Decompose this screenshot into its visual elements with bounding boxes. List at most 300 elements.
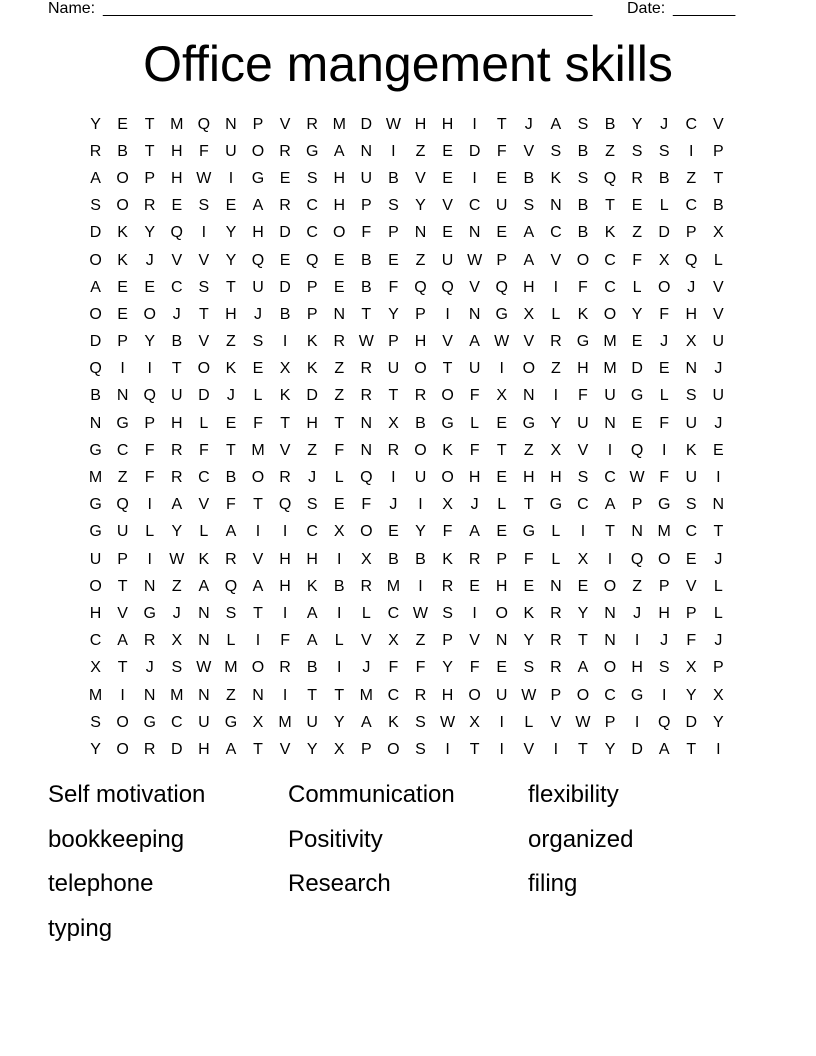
grid-letter: T (226, 441, 236, 459)
grid-row (82, 356, 732, 383)
grid-letter: H (441, 686, 454, 704)
grid-letter: O (657, 278, 671, 296)
grid-letter: T (280, 414, 290, 432)
word-list-item: organized (528, 825, 634, 853)
grid-letter: U (89, 550, 102, 568)
grid-letter: J (687, 278, 696, 296)
grid-letter: R (360, 387, 373, 405)
grid-letter: I (120, 360, 125, 378)
grid-letter: R (225, 550, 237, 568)
grid-letter: X (252, 713, 264, 731)
grid-letter: I (553, 740, 559, 758)
grid-letter: P (388, 224, 399, 242)
grid-letter: Y (90, 115, 101, 133)
grid-letter: W (521, 686, 537, 704)
grid-letter: H (333, 169, 346, 187)
grid-letter: N (468, 305, 481, 323)
grid-letter: C (685, 523, 698, 541)
grid-letter: E (496, 523, 508, 541)
grid-letter: B (658, 169, 670, 187)
grid-letter: V (252, 550, 264, 568)
grid-letter: L (632, 278, 642, 296)
grid-letter: T (496, 441, 507, 459)
grid-letter: C (685, 115, 698, 133)
grid-letter: P (442, 632, 453, 650)
grid-letter: I (553, 278, 559, 296)
grid-letter: E (117, 278, 128, 296)
grid-letter: I (255, 632, 261, 650)
grid-letter: O (116, 197, 129, 215)
grid-letter: F (659, 469, 670, 487)
grid-letter: H (170, 414, 183, 432)
grid-letter: E (117, 305, 128, 323)
grid-letter: P (117, 333, 128, 351)
grid-letter: L (470, 414, 480, 432)
grid-letter: A (469, 333, 480, 351)
grid-letter: E (658, 360, 670, 378)
grid-letter: I (445, 305, 450, 323)
grid-letter: A (550, 115, 562, 133)
grid-letter: J (362, 659, 371, 677)
grid-letter: G (495, 305, 508, 323)
grid-letter: Q (630, 441, 644, 459)
grid-letter: O (576, 686, 590, 704)
grid-letter: F (578, 278, 588, 296)
grid-letter: J (226, 387, 235, 405)
word-list-item: filing (528, 870, 578, 897)
grid-letter: J (714, 360, 723, 378)
grid-letter: F (469, 441, 480, 459)
grid-letter: Z (415, 251, 426, 269)
date-field[interactable]: _______ (673, 0, 736, 17)
grid-row (82, 111, 732, 138)
grid-letter: U (116, 523, 129, 541)
grid-letter: E (496, 169, 508, 187)
grid-letter: A (90, 278, 101, 296)
grid-letter: F (226, 496, 236, 514)
grid-letter: E (685, 550, 697, 568)
grid-letter: B (117, 142, 128, 160)
grid-letter: F (686, 632, 697, 650)
grid-letter: V (198, 251, 210, 269)
grid-letter: R (170, 469, 183, 487)
grid-letter: Q (360, 469, 373, 487)
grid-letter: J (633, 604, 642, 622)
grid-letter: P (713, 659, 724, 677)
grid-letter: T (144, 115, 155, 133)
grid-letter: E (496, 469, 508, 487)
grid-letter: J (714, 632, 723, 650)
name-field[interactable]: _______________________________________________________ (103, 0, 593, 17)
grid-letter: C (116, 441, 129, 459)
grid-row (82, 193, 732, 220)
grid-letter: K (198, 550, 210, 568)
grid-letter: H (198, 740, 210, 758)
grid-letter: M (224, 659, 238, 677)
grid-letter: G (441, 414, 454, 432)
word-list-item: Self motivation (48, 781, 206, 808)
grid-letter: H (252, 224, 264, 242)
grid-letter: F (469, 659, 480, 677)
grid-letter: J (660, 115, 669, 133)
grid-letter: B (604, 115, 616, 133)
grid-letter: B (333, 577, 345, 595)
grid-letter: X (333, 740, 345, 758)
header-line (48, 0, 748, 20)
grid-letter: N (631, 523, 643, 541)
grid-row (82, 274, 732, 301)
grid-letter: U (712, 387, 725, 405)
grid-letter: X (469, 713, 480, 731)
grid-letter: R (387, 441, 400, 459)
grid-letter: V (577, 441, 589, 459)
grid-letter: T (605, 523, 615, 541)
grid-letter: R (89, 142, 102, 160)
grid-letter: I (716, 740, 721, 758)
grid-letter: M (386, 577, 401, 595)
grid-letter: B (415, 414, 426, 432)
grid-letter: Z (605, 142, 615, 160)
word-list-item: flexibility (528, 781, 619, 808)
grid-letter: N (360, 142, 373, 160)
grid-letter: W (169, 550, 185, 568)
grid-row (82, 519, 732, 546)
grid-letter: F (632, 251, 642, 269)
grid-letter: A (225, 523, 237, 541)
grid-letter: I (418, 496, 423, 514)
grid-letter: B (577, 224, 589, 242)
grid-letter: S (523, 659, 535, 677)
grid-letter: I (282, 604, 288, 622)
grid-letter: P (360, 740, 372, 758)
grid-letter: I (391, 142, 396, 160)
grid-letter: I (147, 496, 152, 514)
grid-letter: G (305, 142, 319, 160)
grid-row (82, 165, 732, 192)
grid-letter: X (388, 414, 399, 432)
grid-letter: J (145, 251, 154, 269)
grid-letter: X (442, 496, 453, 514)
grid-letter: S (685, 496, 697, 514)
grid-letter: G (576, 333, 590, 351)
grid-letter: T (388, 387, 399, 405)
grid-letter: Y (388, 305, 399, 323)
grid-letter: U (685, 469, 698, 487)
grid-letter: P (604, 713, 616, 731)
grid-letter: S (388, 197, 399, 215)
grid-letter: P (252, 115, 264, 133)
grid-letter: S (171, 659, 183, 677)
grid-letter: I (634, 713, 640, 731)
grid-letter: Y (225, 251, 237, 269)
grid-letter: L (659, 387, 669, 405)
grid-letter: C (577, 496, 589, 514)
grid-letter: I (201, 224, 207, 242)
grid-letter: V (198, 496, 210, 514)
word-list-item: typing (48, 914, 113, 942)
grid-letter: V (523, 142, 535, 160)
grid-letter: O (116, 713, 129, 731)
grid-letter: F (659, 414, 670, 432)
grid-letter: A (523, 224, 535, 242)
grid-row (82, 301, 732, 328)
grid-letter: S (198, 278, 210, 296)
grid-letter: U (306, 713, 318, 731)
grid-letter: Q (116, 496, 129, 514)
grid-letter: V (279, 441, 291, 459)
grid-letter: O (657, 550, 671, 568)
grid-letter: H (333, 197, 346, 215)
grid-letter: P (685, 604, 697, 622)
grid-letter: D (631, 740, 643, 758)
grid-letter: B (306, 659, 318, 677)
grid-letter: O (495, 604, 508, 622)
grid-letter: C (170, 278, 183, 296)
grid-row (82, 546, 732, 573)
grid-letter: M (88, 686, 103, 704)
grid-letter: K (442, 441, 453, 459)
grid-letter: W (196, 169, 212, 187)
grid-letter: H (225, 305, 237, 323)
grid-letter: G (89, 441, 102, 459)
grid-letter: N (360, 441, 373, 459)
grid-letter: V (550, 251, 562, 269)
grid-letter: N (604, 632, 616, 650)
grid-letter: L (713, 577, 723, 595)
grid-letter: Q (305, 251, 319, 269)
grid-letter: O (143, 305, 156, 323)
grid-letter: N (550, 197, 562, 215)
grid-letter: M (359, 686, 373, 704)
grid-letter: C (604, 686, 616, 704)
grid-letter: R (550, 632, 562, 650)
grid-letter: E (496, 414, 508, 432)
grid-letter: U (495, 197, 508, 215)
grid-letter: H (89, 604, 102, 622)
grid-letter: H (495, 577, 508, 595)
grid-letter: I (472, 169, 477, 187)
grid-letter: G (89, 496, 102, 514)
grid-letter: N (143, 577, 156, 595)
grid-letter: T (578, 740, 588, 758)
grid-letter: V (442, 333, 453, 351)
grid-letter: U (685, 414, 698, 432)
grid-letter: U (414, 469, 427, 487)
grid-letter: E (225, 197, 237, 215)
grid-letter: P (496, 550, 508, 568)
grid-letter: E (713, 441, 724, 459)
grid-letter: X (713, 686, 724, 704)
grid-letter: P (713, 142, 724, 160)
grid-row (82, 655, 732, 682)
grid-letter: S (415, 740, 426, 758)
grid-letter: D (658, 224, 670, 242)
grid-letter: I (282, 333, 288, 351)
grid-letter: B (577, 142, 589, 160)
grid-row (82, 410, 732, 437)
grid-letter: T (117, 659, 128, 677)
grid-letter: A (306, 604, 318, 622)
name-label: Name: (48, 0, 96, 17)
grid-letter: E (577, 577, 589, 595)
grid-letter: Y (713, 713, 724, 731)
grid-letter: S (415, 713, 426, 731)
grid-letter: F (198, 142, 209, 160)
grid-letter: X (360, 550, 372, 568)
grid-letter: N (523, 387, 535, 405)
grid-letter: E (333, 496, 345, 514)
grid-letter: A (306, 632, 318, 650)
grid-letter: Q (603, 169, 617, 187)
grid-letter: Y (306, 740, 318, 758)
grid-letter: R (631, 169, 643, 187)
grid-letter: L (199, 523, 209, 541)
word-list-item: Communication (288, 781, 455, 808)
grid-letter: B (360, 251, 372, 269)
grid-letter: I (337, 550, 342, 568)
grid-letter: P (144, 169, 156, 187)
grid-letter: B (225, 469, 237, 487)
grid-letter: J (172, 305, 181, 323)
grid-letter: T (117, 577, 128, 595)
grid-letter: I (472, 115, 477, 133)
grid-letter: T (253, 740, 263, 758)
grid-letter: S (577, 115, 589, 133)
grid-letter: T (496, 115, 507, 133)
grid-letter: G (630, 387, 644, 405)
grid-letter: M (603, 360, 617, 378)
grid-letter: A (171, 496, 183, 514)
grid-letter: V (171, 251, 183, 269)
grid-letter: I (661, 441, 667, 459)
grid-letter: P (117, 550, 128, 568)
grid-letter: T (307, 686, 318, 704)
grid-letter: B (713, 197, 724, 215)
grid-letter: E (333, 278, 345, 296)
grid-letter: E (171, 197, 183, 215)
grid-letter: P (388, 333, 399, 351)
grid-letter: I (634, 632, 640, 650)
grid-letter: F (144, 441, 155, 459)
grid-letter: Y (144, 224, 156, 242)
grid-letter: L (334, 469, 344, 487)
grid-letter: D (279, 224, 291, 242)
grid-letter: M (88, 469, 103, 487)
grid-letter: D (468, 142, 481, 160)
grid-letter: V (550, 713, 562, 731)
grid-row (82, 383, 732, 410)
grid-letter: U (225, 142, 237, 160)
grid-letter: D (198, 387, 210, 405)
grid-letter: N (198, 604, 210, 622)
grid-letter: E (496, 224, 508, 242)
grid-letter: H (170, 169, 183, 187)
grid-letter: K (306, 360, 318, 378)
grid-letter: G (224, 713, 238, 731)
grid-letter: N (468, 224, 481, 242)
grid-letter: V (713, 305, 724, 323)
grid-letter: P (415, 305, 426, 323)
grid-letter: X (713, 224, 724, 242)
grid-letter: K (117, 251, 128, 269)
grid-letter: P (550, 686, 562, 704)
grid-letter: S (306, 169, 318, 187)
grid-letter: H (523, 278, 535, 296)
grid-letter: K (388, 713, 399, 731)
grid-letter: F (388, 278, 399, 296)
grid-letter: N (604, 604, 616, 622)
grid-letter: F (253, 414, 263, 432)
grid-letter: P (496, 251, 508, 269)
grid-letter: L (253, 387, 263, 405)
word-list-item: bookkeeping (48, 825, 185, 853)
grid-letter: I (337, 604, 342, 622)
grid-letter: C (604, 251, 616, 269)
grid-letter: V (469, 632, 480, 650)
grid-letter: E (631, 197, 643, 215)
grid-letter: W (440, 713, 456, 731)
grid-letter: Q (251, 251, 265, 269)
grid-letter: F (361, 224, 372, 242)
grid-letter: T (144, 142, 155, 160)
grid-letter: Y (577, 604, 589, 622)
grid-letter: K (577, 305, 589, 323)
grid-letter: V (415, 169, 426, 187)
grid-letter: U (387, 360, 400, 378)
grid-letter: V (442, 197, 453, 215)
grid-letter: S (442, 604, 453, 622)
grid-letter: T (713, 523, 724, 541)
grid-letter: H (685, 305, 698, 323)
grid-letter: I (499, 713, 504, 731)
grid-letter: L (551, 523, 561, 541)
grid-letter: E (225, 414, 237, 432)
date-label: Date: (627, 0, 666, 17)
grid-letter: X (496, 387, 508, 405)
grid-letter: I (689, 142, 694, 160)
grid-letter: D (170, 740, 183, 758)
grid-letter: T (334, 414, 345, 432)
grid-letter: T (442, 360, 453, 378)
grid-letter: T (605, 197, 615, 215)
grid-letter: N (198, 686, 210, 704)
grid-letter: L (713, 604, 723, 622)
grid-letter: S (658, 142, 670, 160)
grid-letter: H (306, 550, 318, 568)
grid-letter: E (442, 224, 453, 242)
grid-letter: R (550, 604, 562, 622)
grid-letter: A (90, 169, 101, 187)
grid-letter: B (360, 278, 372, 296)
grid-letter: L (551, 305, 561, 323)
grid-letter: N (89, 414, 102, 432)
grid-letter: G (143, 604, 156, 622)
grid-letter: S (90, 713, 101, 731)
grid-letter: F (198, 441, 209, 459)
grid-letter: Y (523, 632, 535, 650)
grid-row (82, 736, 732, 763)
grid-letter: F (496, 142, 507, 160)
grid-letter: V (713, 115, 724, 133)
grid-letter: I (499, 740, 504, 758)
grid-letter: R (414, 387, 427, 405)
grid-letter: F (388, 659, 399, 677)
grid-letter: G (630, 686, 644, 704)
grid-letter: E (252, 360, 264, 378)
grid-letter: T (334, 686, 345, 704)
grid-row (82, 573, 732, 600)
grid-letter: G (657, 496, 671, 514)
